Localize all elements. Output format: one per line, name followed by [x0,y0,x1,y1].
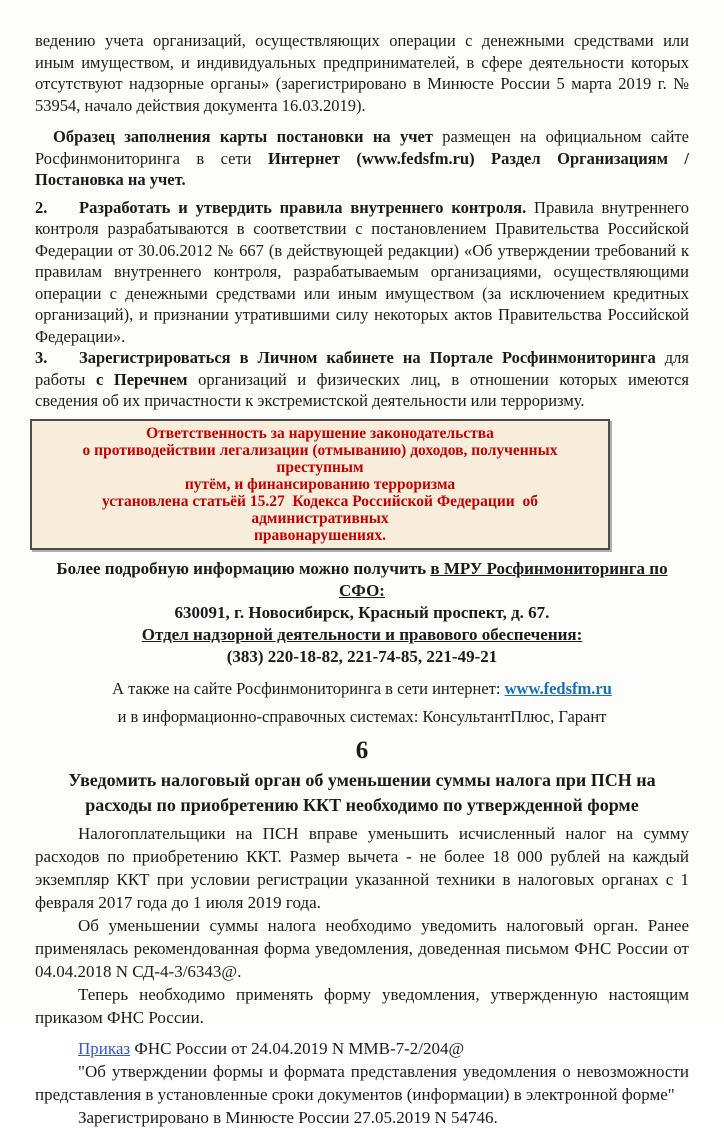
contact-department: Отдел надзорной деятельности и правового обеспечения: [141,624,583,644]
warning-line-3: путём, и финансированию терроризма [184,475,456,493]
sample-card-bold-site: Интернет (www.fedsfm.ru) Раздел Организациям / Постановка на учет. [35,148,689,189]
sample-card-text: размещен на официальном сайте Росфинмониторинга в сети [35,127,689,168]
warning-line-4: установлена статьёй 15.27 Кодекса Российской Федерации об административных [102,492,542,527]
warning-line-2: о противодействии легализации (отмыванию) доходов, полученных преступным [82,441,562,476]
website-line-text: А также на сайте Росфинмониторинга в сети интернет: [112,678,505,698]
contact-phones: (383) 220-18-82, 221-74-85, 221-49-21 [226,646,498,666]
item-3-bold-2: с Перечнем [95,369,188,389]
website-line [35,678,689,700]
warning-line-1: Ответственность за нарушение законодательства [146,424,494,442]
item-2-lead: Разработать и утвердить правила внутреннего контроля. [79,197,527,217]
item-3-text-1: для работы [35,348,690,389]
contact-info-line [35,558,689,602]
section-6-title: Уведомить налоговый орган об уменьшении суммы налога при ПСН на расходы по приобретению ККТ необходимо по утвержденной форме [68,769,656,815]
sample-card-paragraph [35,126,689,191]
order-registration: Зарегистрировано в Минюсте России 27.05.2019 N 54746. [78,1107,498,1127]
contact-info-text: Более подробную информацию можно получить [56,558,431,578]
order-rest-text: ФНС России от 24.04.2019 N ММВ-7-2/204@ [130,1038,465,1058]
sample-card-bold-lead: Образец заполнения карты постановки на учет [53,127,433,146]
item-2-number: 2. [35,197,48,217]
fedsfm-link[interactable]: www.fedsfm.ru [504,678,612,698]
psn-paragraph-1: Налогоплательщики на ПСН вправе уменьшить исчисленный налог на сумму расходов по приобретению ККТ. Размер вычета - не более 18 000 рублей на каждый экземпляр ККТ при условии регистрации указанной техники в налоговых органах с 1 февраля 2017 года до 1 июля 2019 года. [35,823,689,912]
warning-line-5: правонарушениях. [254,526,386,544]
order-paragraph [35,1037,689,1060]
item-3-paragraph [35,347,689,412]
psn-paragraph-3: Теперь необходимо применять форму уведомления, утвержденную настоящим приказом ФНС России. [35,984,689,1027]
section-6-number: 6 [355,736,369,764]
contact-address: 630091, г. Новосибирск, Красный проспект, д. 67. [174,602,550,622]
item-3-lead: Зарегистрироваться в Личном кабинете на Портале Росфинмониторинга [79,348,656,367]
item-3-number: 3. [35,348,48,367]
order-title: "Об утверждении формы и формата представления уведомления о невозможности представления в установленные сроки документов (информации) в электронной форме" [35,1061,689,1104]
item-3-text-2: организаций и физических лиц, в отношении которых имеются сведения об их причастности к экстремистской деятельности или терроризму. [35,369,689,410]
item-2-text: Правила внутреннего контроля разрабатываются в соответствии с постановлением Правительства Российской Федерации от 30.06.2012 № 667 (в действующей редакции) «Об утверждении требований к правилам внутреннего контроля, разрабатываемым организациями, осуществляющими операции с денежными средствами или иным имуществом (за исключением кредитных организаций), и признании утратившими силу некоторых актов Правительства Российской Федерации». [35,197,689,346]
warning-box [30,419,610,550]
contact-office-underlined: в МРУ Росфинмониторинга по СФО: [339,558,668,600]
systems-line: и в информационно-справочных системах: КонсультантПлюс, Гарант [117,706,607,726]
intro-paragraph: ведению учета организаций, осуществляющих операции с денежными средствами или иным имуществом, и индивидуальных предпринимателей, в сфере деятельности которых отсутствуют надзорные органы» (зарегистрировано в Минюсте России 5 марта 2019 г. № 53954, начало действия документа 16.03.2019). [35,31,689,115]
contact-block [35,558,689,668]
order-link[interactable]: Приказ [78,1038,131,1058]
item-2-paragraph [35,197,689,348]
psn-paragraph-2: Об уменьшении суммы налога необходимо уведомить налоговый орган. Ранее применялась рекомендованная форма уведомления, доведенная письмом ФНС России от 04.04.2018 N СД-4-3/6343@. [35,915,689,981]
